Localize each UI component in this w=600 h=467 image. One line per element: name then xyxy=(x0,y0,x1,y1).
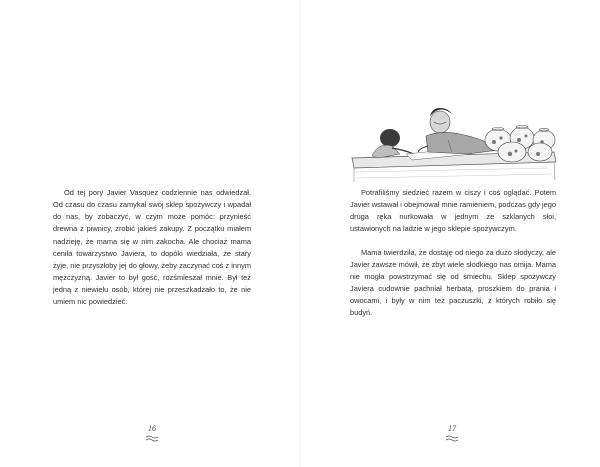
right-page-number: 17 xyxy=(448,424,456,433)
right-page-folio xyxy=(440,424,464,442)
left-page-folio xyxy=(140,424,164,442)
wave-ornament-icon xyxy=(445,434,459,442)
left-paragraph-1: Od tej pory Javier Vasquez codziennie nas odwiedzał. Od czasu do czasu zamykał swój sklep spożywczy i wpadał do nas, by zobaczyć, w czym może pomóc: przynieść drewna z piwnicy, zrobić jakieś zakupy. Z początku miałem nadzieję, że mama się w nim zakocha. Ale chociaż mama ceniła towarzystwo Javiera, to dopóki wiedziała, że stary żyje, nie przyszłoby jej do głowy, żeby zaczynać coś z innym mężczyzną. Javier to był gość, rozśmieszał mnie. Był też jedną z niewielu osób, której nie przeszkadzało to, że nie umiem nic powiedzieć. xyxy=(53,188,251,307)
right-paragraph-2: Mama twierdziła, że dostaję od niego za dużo słodyczy, ale Javier zawsze mówił, że zbyt wiele słodkiego nas omija. Mama nie mogła powstrzymać się od śmiechu. Sklep spożywczy Javiera cudownie pachniał herbatą, proszkiem do prania i owocami, i były w nim też paczuszki, z których robiło się budyń. xyxy=(350,247,556,318)
right-paragraph-1: Potrafiliśmy siedzieć razem w ciszy i coś oglądać. Potem Javier wstawał i obejmował mnie ramieniem, podczas gdy jego druga ręka nurkowała w jednym ze szklanych słoi, ustawionych na ladzie w jego sklepie spożywczym. xyxy=(350,188,556,234)
right-page-text xyxy=(350,187,556,320)
left-page-number: 16 xyxy=(148,424,156,433)
shop-counter-illustration xyxy=(348,96,560,186)
wave-ornament-icon xyxy=(145,434,159,442)
left-page-text xyxy=(53,187,251,309)
right-page xyxy=(300,0,600,467)
